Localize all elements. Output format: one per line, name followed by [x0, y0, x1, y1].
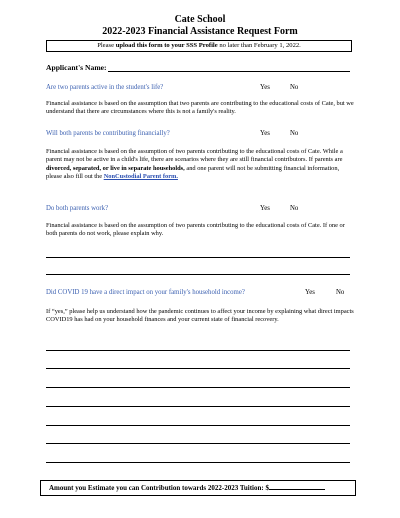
- paragraph-separate-households: [46, 148, 354, 182]
- q1-no-option[interactable]: No: [290, 84, 299, 91]
- answer-line[interactable]: [46, 425, 350, 426]
- q4-yes-option[interactable]: Yes: [305, 289, 315, 296]
- answer-line[interactable]: [46, 257, 350, 258]
- notice-pre: Please: [97, 42, 116, 49]
- q2-no-option[interactable]: No: [290, 130, 299, 137]
- q1-yes-option[interactable]: Yes: [260, 84, 270, 91]
- p2-text-a: Financial assistance is based on the assumption of two parents contributing to the educational costs of Cate. While a parent may not be active in a child's life, there are scenarios where they are still financial contributors. If parents are: [46, 148, 343, 164]
- answer-line[interactable]: [46, 350, 350, 351]
- q3-yes-option[interactable]: Yes: [260, 205, 270, 212]
- applicant-name-field[interactable]: [108, 71, 350, 72]
- question-covid-impact: Did COVID 19 have a direct impact on your family's household income?: [46, 289, 245, 296]
- contribution-amount-field[interactable]: [269, 481, 325, 490]
- school-name: Cate School: [174, 14, 226, 25]
- answer-line[interactable]: [46, 443, 350, 444]
- noncustodial-parent-form-link[interactable]: NonCustodial Parent form.: [103, 173, 178, 181]
- contribution-label: Amount you Estimate you can Contribution towards 2022-2023 Tuition:: [49, 484, 264, 492]
- answer-line[interactable]: [46, 406, 350, 407]
- q4-no-option[interactable]: No: [336, 289, 345, 296]
- tuition-contribution-box: [40, 480, 356, 496]
- paragraph-two-parents: Financial assistance is based on the assumption that two parents are contributing to the educational costs of Cate, but we understand that there are circumstances where this is not a family's reality.: [46, 100, 354, 116]
- answer-line[interactable]: [46, 462, 350, 463]
- notice-bold: upload this form to your SSS Profile: [115, 42, 218, 49]
- answer-line[interactable]: [46, 368, 350, 369]
- upload-notice: [46, 40, 352, 52]
- currency-symbol: $: [265, 484, 269, 492]
- question-both-work: Do both parents work?: [46, 205, 109, 212]
- applicant-name-row: [46, 63, 350, 73]
- notice-post: no later than February 1, 2022.: [217, 42, 301, 49]
- paragraph-covid-explain: If “yes,” please help us understand how the pandemic continues to affect your income by explaining what direct impacts COVID19 has had on your household finances and your current state of financial recovery.: [46, 308, 354, 324]
- q3-no-option[interactable]: No: [290, 205, 299, 212]
- q2-yes-option[interactable]: Yes: [260, 130, 270, 137]
- form-title: 2022-2023 Financial Assistance Request Form: [102, 26, 298, 37]
- question-both-contributing: Will both parents be contributing financially?: [46, 130, 170, 137]
- paragraph-parents-work: Financial assistance is based on the assumption of two parents contributing to the educational costs of Cate. If one or both parents do not work, please explain why.: [46, 222, 345, 238]
- answer-line[interactable]: [46, 274, 350, 275]
- applicant-name-label: Applicant's Name:: [46, 63, 107, 72]
- answer-line[interactable]: [46, 387, 350, 388]
- question-two-parents-active: Are two parents active in the student's life?: [46, 84, 164, 91]
- p2-text-b: and one parent will not be submitting financial information, please also fill out the: [46, 164, 340, 181]
- p2-bold-text: divorced, separated, or live in separate households,: [46, 164, 185, 172]
